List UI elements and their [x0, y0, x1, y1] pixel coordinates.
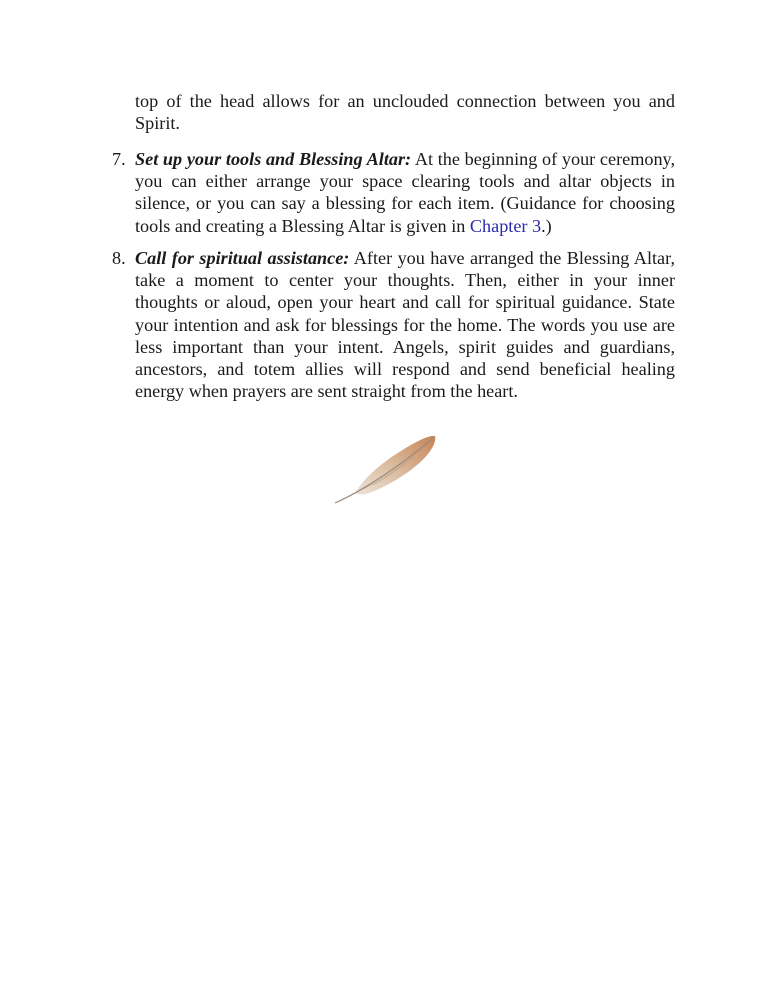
list-item-7	[112, 148, 675, 237]
list-number: 7.	[112, 149, 126, 169]
item-text: At the beginning of your ceremony, you can either arrange your space clearing tools and altar objects in silence, or you can say a blessing for each item. (Guidance for choosing tools and creating a Blessing Altar is given in	[135, 149, 675, 236]
continuation-paragraph: top of the head allows for an unclouded connection between you and Spirit.	[135, 91, 675, 134]
list-number: 8.	[112, 248, 126, 268]
item-text: After you have arranged the Blessing Altar, take a moment to center your thoughts. Then, either in your inner thoughts or aloud, open your heart and call for spiritual guidance. State your intention and ask for blessings for the home. The words you use are less important than your intent. Angels, spirit guides and guardians, ancestors, and totem allies will respond and send beneficial healing energy when prayers are sent straight from the heart.	[135, 248, 675, 402]
list-item-body	[135, 247, 675, 402]
item-text-end: .)	[541, 215, 552, 236]
chapter-3-link[interactable]: Chapter 3	[469, 215, 542, 236]
list-item-body	[135, 148, 675, 237]
item-heading: Call for spiritual assistance:	[135, 248, 350, 268]
feather-icon	[333, 433, 439, 505]
list-item-8	[112, 247, 675, 402]
item-heading: Set up your tools and Blessing Altar:	[135, 149, 412, 169]
